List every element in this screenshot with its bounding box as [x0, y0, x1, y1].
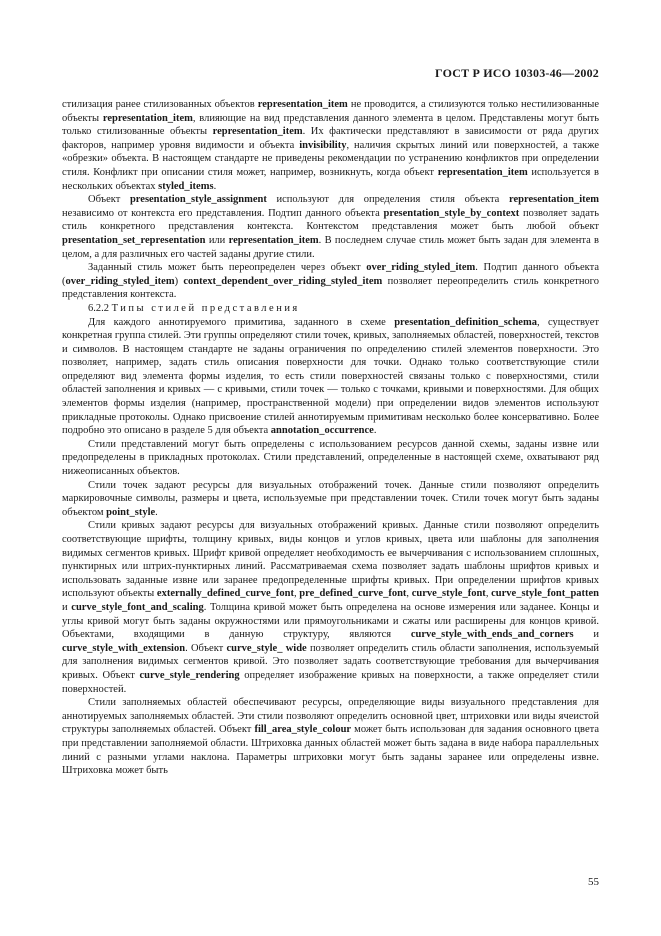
paragraph: [62, 696, 599, 778]
text-run: , существует конкретная группа стилей. Эти группы определяют стили точек, кривых, заполняемых областей, поверхностей, текстов и символов. В настоящем стандарте не заданы ограничения по определению стилей элементов поверхности. Это позволяет, например, задать стиль описания поверхности для точки. Однако только соответствующие стили определяют вид элемента формы изделия, то есть стили поверхностей связаны только с поверхностями, стили областей заполнения и кривых — с кривыми, стили точек — только с точками, кривыми и поверхностями. Для общих элементов формы изделия (например, пространственной модели) при определении видов элементов используют прикладные протоколы. Однако присвоение стилей аннотируемым примитивам несколько более консервативно. Более подробно это описано в разделе 5 для объекта: [62, 316, 599, 437]
term: presentation_style_assignment: [129, 194, 267, 206]
text-run: .: [373, 425, 377, 437]
text-run: Объект: [88, 194, 130, 206]
text-run: позволяет переопределить стиль конкретного представления контекста.: [62, 275, 599, 301]
term: curve_style_font: [411, 588, 486, 600]
term: point_style: [106, 506, 156, 518]
text-run: Стили кривых задают ресурсы для визуальных отображений кривых. Данные стили позволяют определить соответствующие шрифты, толщину кривых, виды концов и углов кривых, цвета или шаблоны для заполнения видимых сегментов кривых. Шрифт кривой определяет необходимость ее вычерчивания с использованием сплошных, пунктирных или штрих-пунктирных линий. Рассматриваемая схема позволяет задать шаблоны шрифтов кривых и использовать заданные извне или заранее предопределенные шрифты кривых. При определении шрифтов кривых используют объекты: [62, 520, 599, 600]
term: curve_style_font_patten: [491, 588, 600, 600]
text-run: Стили точек задают ресурсы для визуальных отображений точек. Данные стили позволяют определить маркировочные символы, размеры и цвета, используемые при представлении точек. Стили точек могут быть заданы объектом: [62, 479, 599, 518]
page-header-standard-id: ГОСТ Р ИСО 10303-46—2002: [435, 66, 599, 80]
term: curve_style_with_ends_and_corners: [410, 629, 574, 641]
paragraph: [62, 261, 599, 302]
term: externally_defined_curve_font: [156, 588, 294, 600]
term: styled_items: [158, 180, 214, 192]
term: representation_item: [437, 166, 528, 178]
text-run: ): [174, 275, 184, 287]
text-run: . Их фактически представляют в зависимости от ряда других факторов, например уровня видимости и объекта: [62, 126, 599, 151]
term: representation_item: [228, 234, 319, 246]
text-run: используют для определения стиля объекта: [266, 194, 509, 206]
term: presentation_definition_schema: [394, 316, 537, 328]
paragraph: [62, 193, 599, 261]
paragraph: [62, 438, 599, 479]
body-text: [62, 98, 599, 778]
text-run: .: [155, 506, 158, 518]
term: presentation_style_by_context: [383, 207, 520, 219]
term: context_dependent_over_riding_styled_item: [183, 275, 383, 287]
text-run: позволяет задать стиль конкретного представления контекста. Контекстом представления может быть любой объект: [62, 207, 599, 233]
text-run: и: [573, 629, 599, 641]
term: over_riding_styled_item: [366, 262, 476, 274]
term: invisibility: [299, 139, 347, 151]
text-run: , влияющие на вид представления данного элемента в целом. Представлены могут быть только стилизованные объекты: [62, 112, 599, 138]
page-number: 55: [588, 876, 599, 888]
text-run: .: [213, 180, 217, 192]
term: pre_defined_curve_font: [299, 588, 407, 600]
text-run: позволяет определить стиль области заполнения, используемый для заполнения видимых сегментов кривой. Это позволяет задать соответствующие требования для вычерчивания кривых. Объект: [62, 642, 599, 681]
term: curve_style_rendering: [139, 669, 240, 681]
term: presentation_set_representation: [62, 234, 206, 246]
term: representation_item: [102, 112, 193, 124]
term: representation_item: [509, 194, 600, 206]
text-run: ,: [485, 588, 492, 600]
text-run: Стили представлений могут быть определены с использованием ресурсов данной схемы, заданы извне или предопределены в прикладных протоколах. Стили представлений, определенные в настоящей схеме, охватывают ряд нижеописанных объектов.: [62, 438, 599, 478]
section-title: Типы стилей представления: [111, 302, 300, 314]
term: curve_style_with_extension: [62, 642, 186, 654]
text-run: . В последнем случае стиль может быть задан для элемента в целом, а для различных его частей заданы другие стили.: [62, 234, 600, 260]
term: over_riding_styled_item: [65, 275, 175, 287]
text-run: Стили заполняемых областей обеспечивают ресурсы, определяющие виды визуального представления для аннотируемых заполняемых областей. Эти стили позволяют определить основной цвет, штриховки или виды ячеистой структуры заполняемых областей. Объект: [62, 697, 599, 736]
term: annotation_occurrence: [270, 425, 374, 437]
text-run: и: [62, 601, 72, 613]
paragraph: [62, 479, 599, 520]
text-run: не проводится, а стилизуются только нестилизованные объекты: [62, 99, 599, 124]
term: representation_item: [257, 99, 348, 110]
term: curve_style_font_and_scaling: [71, 601, 204, 613]
term: fill_area_style_colour: [254, 724, 352, 736]
text-run: может быть использован для задания основного цвета при представлении заполняемой области. Штриховка данных областей может быть задана в виде набора параллельных линий с разными углами наклона. Параметры штриховки могут быть заданы заранее или определены извне. Штриховка может быть: [62, 724, 599, 777]
text-run: 6.2.2: [88, 302, 112, 314]
text-run: , наличия скрытых линий или поверхностей, а также «обрезки» объекта. В настоящем стандарте не приведены рекомендации по устранению конфликтов при определении стиля. Конфликт при описании стиля может, например, возникнуть, когда объект: [62, 139, 599, 178]
text-run: . Толщина кривой может быть определена на основе измерения или заданее. Концы и углы кривой могут быть заданы окружностями или прямоугольниками и сжаты или расширены для концов кривой. Объектами, входящими в данную структуру, являются: [62, 601, 599, 641]
text-run: Для каждого аннотируемого примитива, заданного в схеме: [88, 316, 395, 328]
text-run: ,: [293, 588, 300, 600]
text-run: используется в нескольких объектах: [62, 166, 599, 192]
text-run: определяет изображение кривых на поверхности, а также определяет стили поверхностей.: [62, 669, 600, 695]
paragraph: [62, 519, 599, 696]
paragraph: [62, 302, 599, 316]
text-run: стилизация ранее стилизованных объектов: [62, 99, 258, 110]
text-run: . Объект: [185, 642, 227, 654]
paragraph: [62, 316, 599, 438]
term: curve_style_ wide: [226, 642, 307, 654]
text-run: или: [205, 234, 229, 246]
text-run: независимо от контекста его представления. Подтип данного объекта: [62, 207, 384, 219]
text-run: Заданный стиль может быть переопределен через объект: [88, 262, 367, 274]
text-run: . Подтип данного объекта (: [62, 262, 599, 287]
paragraph: [62, 98, 599, 193]
text-run: ,: [406, 588, 412, 600]
term: representation_item: [212, 126, 303, 138]
